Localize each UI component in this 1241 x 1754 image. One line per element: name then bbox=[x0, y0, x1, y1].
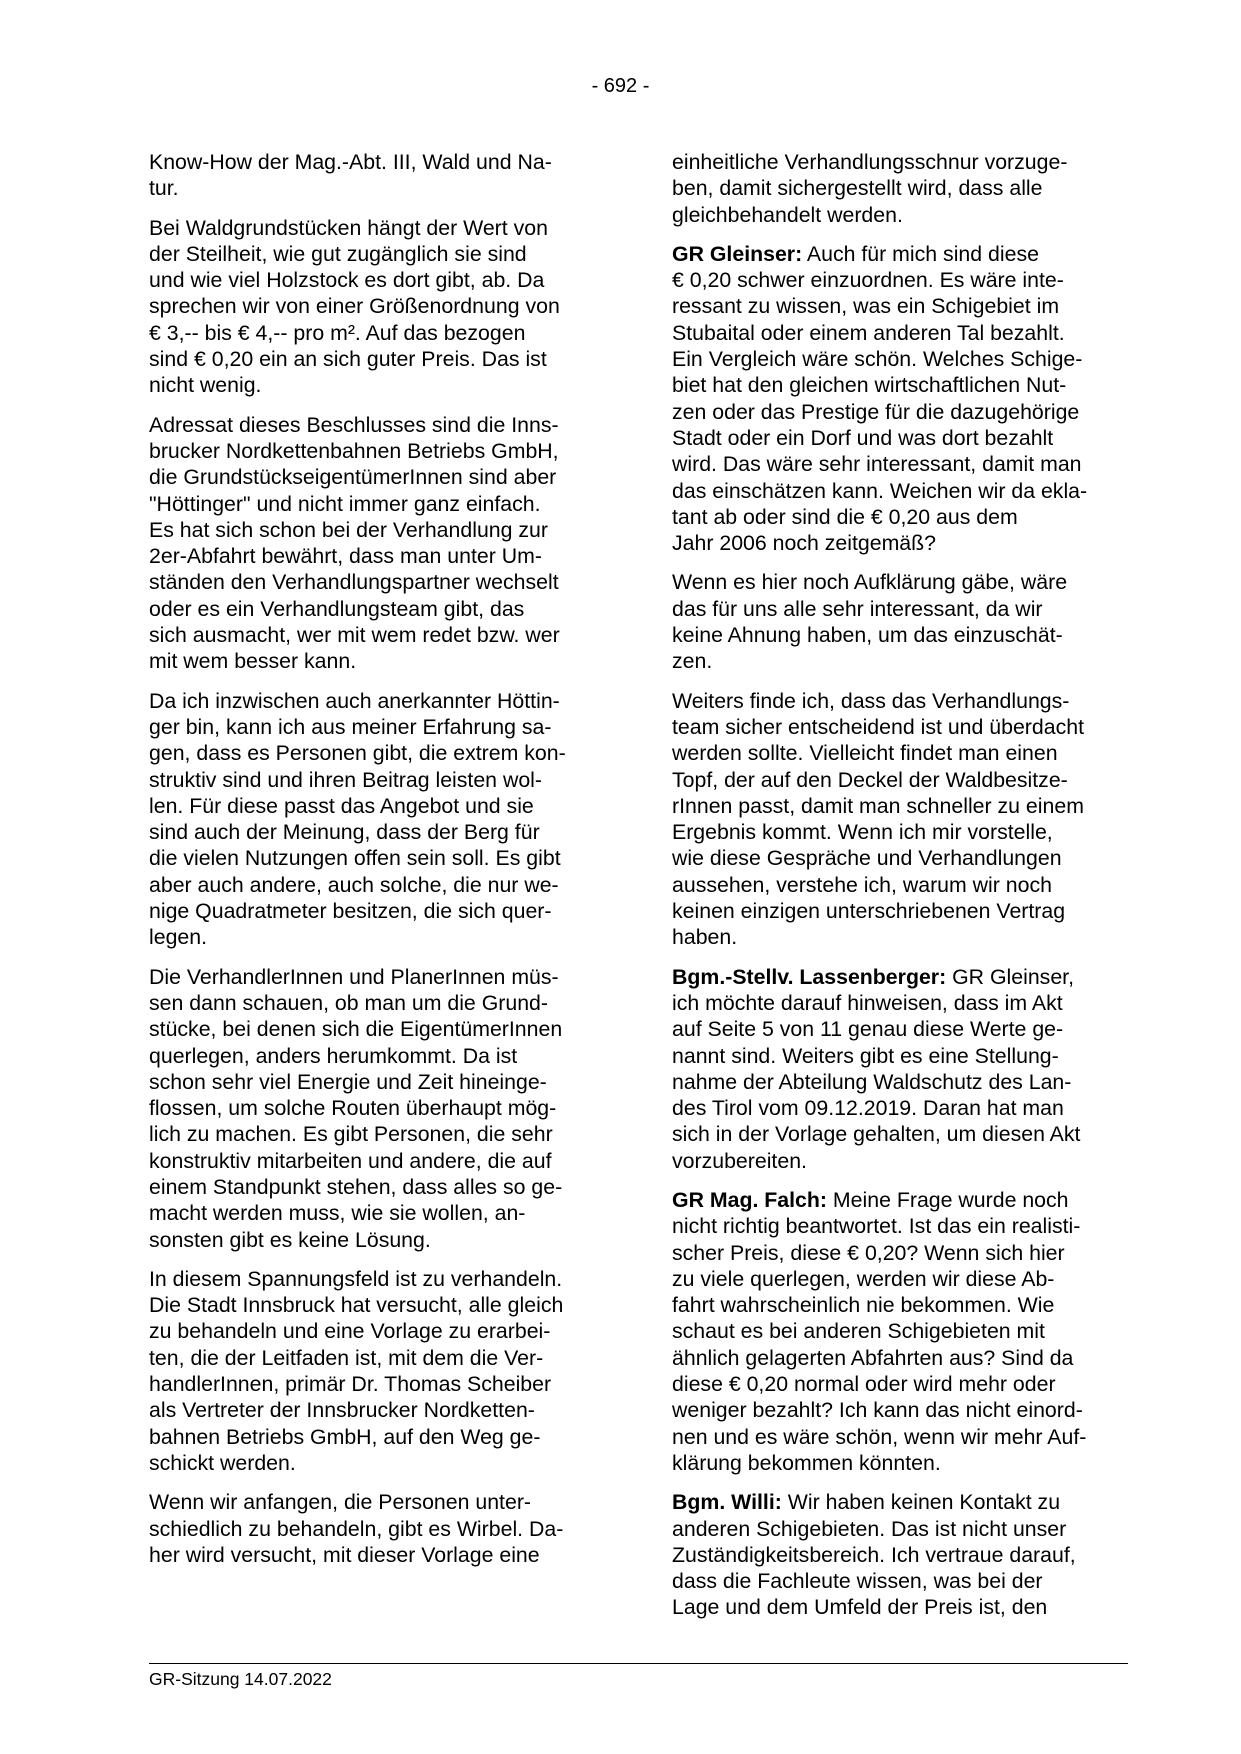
text-line: ähnlich gelagerten Abfahrten aus? Sind da bbox=[672, 1345, 1074, 1370]
text-line: haben. bbox=[672, 925, 738, 950]
text-line: stücke, bei denen sich die EigentümerInnen bbox=[149, 1017, 563, 1042]
text-line: rInnen passt, damit man schneller zu einem bbox=[672, 793, 1084, 818]
right-column bbox=[672, 149, 1124, 1621]
text-line: Die Stadt Innsbruck hat versucht, alle gleich bbox=[149, 1293, 564, 1318]
text-line: sonsten gibt es keine Lösung. bbox=[149, 1227, 431, 1252]
text-line: nannt sind. Weiters gibt es eine Stellung- bbox=[672, 1043, 1059, 1068]
text-line: querlegen, anders herumkommt. Da ist bbox=[149, 1043, 518, 1068]
text-line: ger bin, kann ich aus meiner Erfahrung sa- bbox=[149, 714, 552, 739]
text-line: mit wem besser kann. bbox=[149, 649, 357, 674]
text-line: schaut es bei anderen Schigebieten mit bbox=[672, 1319, 1045, 1344]
left-paragraph bbox=[149, 149, 601, 202]
text-line bbox=[672, 964, 1124, 990]
text-line: struktiv sind und ihren Beitrag leisten wol- bbox=[149, 767, 542, 792]
text-line: Topf, der auf den Deckel der Waldbesitze- bbox=[672, 767, 1068, 792]
text-line: Stubaital oder einem anderen Tal bezahlt. bbox=[672, 320, 1065, 345]
text-line: nicht wenig. bbox=[149, 373, 262, 398]
text-line: € 0,20 schwer einzuordnen. Es wäre inte- bbox=[672, 268, 1064, 293]
text-line: Weiters finde ich, dass das Verhandlungs- bbox=[672, 688, 1070, 713]
right-paragraph bbox=[672, 688, 1124, 951]
text-line: sich ausmacht, wer mit wem redet bzw. wer bbox=[149, 623, 560, 648]
text-line: weniger bezahlt? Ich kann das nicht einord- bbox=[672, 1398, 1083, 1423]
text-line: nahme der Abteilung Waldschutz des Lan- bbox=[672, 1069, 1072, 1094]
text-line: ben, damit sichergestellt wird, dass alle bbox=[672, 176, 1043, 201]
text-line: sind auch der Meinung, dass der Berg für bbox=[149, 820, 540, 845]
text-line: bahnen Betriebs GmbH, auf den Weg ge- bbox=[149, 1424, 541, 1449]
text-line: handlerInnen, primär Dr. Thomas Scheiber bbox=[149, 1372, 552, 1397]
text-line: Zuständigkeitsbereich. Ich vertraue darauf, bbox=[672, 1542, 1076, 1567]
text-line: gleichbehandelt werden. bbox=[672, 202, 903, 227]
text-line: nen und es wäre schön, wenn wir mehr Auf- bbox=[672, 1424, 1087, 1449]
left-paragraph bbox=[149, 1489, 601, 1568]
speaker-name: GR Gleinser: bbox=[672, 241, 803, 266]
text-line: Adressat dieses Beschlusses sind die Inns- bbox=[149, 412, 559, 437]
text-line: team sicher entscheidend ist und überdacht bbox=[672, 714, 1084, 739]
text-line: einem Standpunkt stehen, dass alles so ge- bbox=[149, 1174, 563, 1199]
text-line: die vielen Nutzungen offen sein soll. Es gibt bbox=[149, 846, 561, 871]
speech-paragraph bbox=[672, 1187, 1124, 1476]
text-line: nicht richtig beantwortet. Ist das ein realisti- bbox=[672, 1214, 1081, 1239]
text-line: fahrt wahrscheinlich nie bekommen. Wie bbox=[672, 1293, 1055, 1318]
text-line: "Höttinger" und nicht immer ganz einfach. bbox=[149, 491, 541, 516]
text-line: zen oder das Prestige für die dazugehörige bbox=[672, 399, 1080, 424]
speech-text: GR Gleinser, bbox=[946, 964, 1075, 989]
text-line bbox=[672, 1187, 1124, 1213]
left-paragraph bbox=[149, 412, 601, 675]
text-line: auf Seite 5 von 11 genau diese Werte ge- bbox=[672, 1017, 1064, 1042]
text-line: Es hat sich schon bei der Verhandlung zur bbox=[149, 517, 548, 542]
text-line: flossen, um solche Routen überhaupt mög- bbox=[149, 1096, 557, 1121]
text-line: len. Für diese passt das Angebot und sie bbox=[149, 793, 534, 818]
text-line: die GrundstückseigentümerInnen sind aber bbox=[149, 465, 557, 490]
text-line: tant ab oder sind die € 0,20 aus dem bbox=[672, 504, 1018, 529]
text-line: schiedlich zu behandeln, gibt es Wirbel. Da- bbox=[149, 1516, 564, 1541]
text-line: vorzubereiten. bbox=[672, 1148, 807, 1173]
text-line: 2er-Abfahrt bewährt, dass man unter Um- bbox=[149, 544, 542, 569]
text-line: her wird versucht, mit dieser Vorlage eine bbox=[149, 1542, 540, 1567]
text-line: Lage und dem Umfeld der Preis ist, den bbox=[672, 1595, 1048, 1620]
speech-text: Auch für mich sind diese bbox=[802, 241, 1039, 266]
left-paragraph bbox=[149, 964, 601, 1253]
speech-text: Meine Frage wurde noch bbox=[827, 1187, 1069, 1212]
text-line: des Tirol vom 09.12.2019. Daran hat man bbox=[672, 1096, 1064, 1121]
speech-paragraph bbox=[672, 964, 1124, 1174]
text-line: Ergebnis kommt. Wenn ich mir vorstelle, bbox=[672, 820, 1053, 845]
text-line: macht werden muss, wie sie wollen, an- bbox=[149, 1201, 526, 1226]
speaker-name: GR Mag. Falch: bbox=[672, 1187, 828, 1212]
text-line: In diesem Spannungsfeld ist zu verhandeln. bbox=[149, 1266, 563, 1291]
left-column bbox=[149, 149, 601, 1568]
text-line: lich zu machen. Es gibt Personen, die sehr bbox=[149, 1122, 553, 1147]
text-line: und wie viel Holzstock es dort gibt, ab. Da bbox=[149, 268, 545, 293]
speaker-name: Bgm.-Stellv. Lassenberger: bbox=[672, 964, 947, 989]
text-line: Wenn es hier noch Aufklärung gäbe, wäre bbox=[672, 570, 1068, 595]
text-line: ich möchte darauf hinweisen, dass im Akt bbox=[672, 990, 1063, 1015]
text-line: diese € 0,20 normal oder wird mehr oder bbox=[672, 1372, 1056, 1397]
text-line: aber auch andere, auch solche, die nur we- bbox=[149, 872, 559, 897]
text-line: ständen den Verhandlungspartner wechselt bbox=[149, 570, 559, 595]
text-line: anderen Schigebieten. Das ist nicht unser bbox=[672, 1516, 1067, 1541]
text-line: keinen einzigen unterschriebenen Vertrag bbox=[672, 899, 1066, 924]
left-paragraph bbox=[149, 1266, 601, 1476]
text-line: Die VerhandlerInnen und PlanerInnen müs- bbox=[149, 964, 559, 989]
text-line: werden sollte. Vielleicht findet man einen bbox=[672, 741, 1058, 766]
text-line: Jahr 2006 noch zeitgemäß? bbox=[672, 531, 937, 556]
text-line: wie diese Gespräche und Verhandlungen bbox=[672, 846, 1062, 871]
text-line: sind € 0,20 ein an sich guter Preis. Das ist bbox=[149, 347, 547, 372]
text-line: Stadt oder ein Dorf und was dort bezahlt bbox=[672, 425, 1054, 450]
footer-session-date: GR-Sitzung 14.07.2022 bbox=[149, 1669, 332, 1689]
text-line: Know-How der Mag.-Abt. III, Wald und Na- bbox=[149, 150, 552, 174]
text-line: nige Quadratmeter besitzen, die sich quer- bbox=[149, 899, 552, 924]
text-line: zu behandeln und eine Vorlage zu erarbei- bbox=[149, 1319, 551, 1344]
page-number: - 692 - bbox=[591, 75, 650, 97]
text-line: dass die Fachleute wissen, was bei der bbox=[672, 1569, 1043, 1594]
text-line: klärung bekommen könnten. bbox=[672, 1450, 941, 1475]
text-line: Bei Waldgrundstücken hängt der Wert von bbox=[149, 215, 548, 240]
text-line: einheitliche Verhandlungsschnur vorzuge- bbox=[672, 150, 1068, 174]
text-line bbox=[672, 1489, 1124, 1515]
text-line: aussehen, verstehe ich, warum wir noch bbox=[672, 872, 1052, 897]
text-line bbox=[672, 241, 1124, 267]
text-line: tur. bbox=[149, 176, 179, 201]
text-line: legen. bbox=[149, 925, 208, 950]
text-line: der Steilheit, wie gut zugänglich sie sind bbox=[149, 241, 527, 266]
text-line: Wenn wir anfangen, die Personen unter- bbox=[149, 1490, 532, 1515]
text-line: Ein Vergleich wäre schön. Welches Schige- bbox=[672, 347, 1083, 372]
text-line: sen dann schauen, ob man um die Grund- bbox=[149, 990, 548, 1015]
text-line: ressant zu wissen, was ein Schigebiet im bbox=[672, 294, 1060, 319]
text-line: schon sehr viel Energie und Zeit hineinge- bbox=[149, 1069, 547, 1094]
footer-divider bbox=[149, 1663, 1128, 1664]
text-line: oder es ein Verhandlungsteam gibt, das bbox=[149, 596, 525, 621]
text-line: keine Ahnung haben, um das einzuschät- bbox=[672, 623, 1063, 648]
right-paragraph bbox=[672, 149, 1124, 228]
text-line: das für uns alle sehr interessant, da wir bbox=[672, 596, 1043, 621]
text-line: sprechen wir von einer Größenordnung von bbox=[149, 294, 560, 319]
text-line: Da ich inzwischen auch anerkannter Höttin- bbox=[149, 688, 560, 713]
speech-paragraph bbox=[672, 1489, 1124, 1620]
speech-paragraph bbox=[672, 241, 1124, 557]
right-paragraph bbox=[672, 569, 1124, 674]
text-line: schickt werden. bbox=[149, 1450, 296, 1475]
left-paragraph bbox=[149, 688, 601, 951]
text-line: wird. Das wäre sehr interessant, damit man bbox=[672, 452, 1082, 477]
text-line: brucker Nordkettenbahnen Betriebs GmbH, bbox=[149, 438, 559, 463]
text-line: scher Preis, diese € 0,20? Wenn sich hier bbox=[672, 1240, 1065, 1265]
text-line: € 3,-- bis € 4,-- pro m². Auf das bezogen bbox=[149, 320, 526, 345]
text-line: als Vertreter der Innsbrucker Nordketten- bbox=[149, 1398, 535, 1423]
text-line: das einschätzen kann. Weichen wir da ekla- bbox=[672, 478, 1088, 503]
speech-text: Wir haben keinen Kontakt zu bbox=[781, 1490, 1061, 1515]
text-line: ten, die der Leitfaden ist, mit dem die Ver- bbox=[149, 1345, 544, 1370]
left-paragraph bbox=[149, 215, 601, 399]
text-line: zu viele querlegen, werden wir diese Ab- bbox=[672, 1266, 1055, 1291]
text-line: sich in der Vorlage gehalten, um diesen Akt bbox=[672, 1122, 1081, 1147]
speaker-name: Bgm. Willi: bbox=[672, 1490, 782, 1515]
text-line: gen, dass es Personen gibt, die extrem kon- bbox=[149, 741, 566, 766]
text-line: zen. bbox=[672, 649, 713, 674]
text-line: biet hat den gleichen wirtschaftlichen Nut- bbox=[672, 373, 1067, 398]
text-line: konstruktiv mitarbeiten und andere, die auf bbox=[149, 1148, 552, 1173]
